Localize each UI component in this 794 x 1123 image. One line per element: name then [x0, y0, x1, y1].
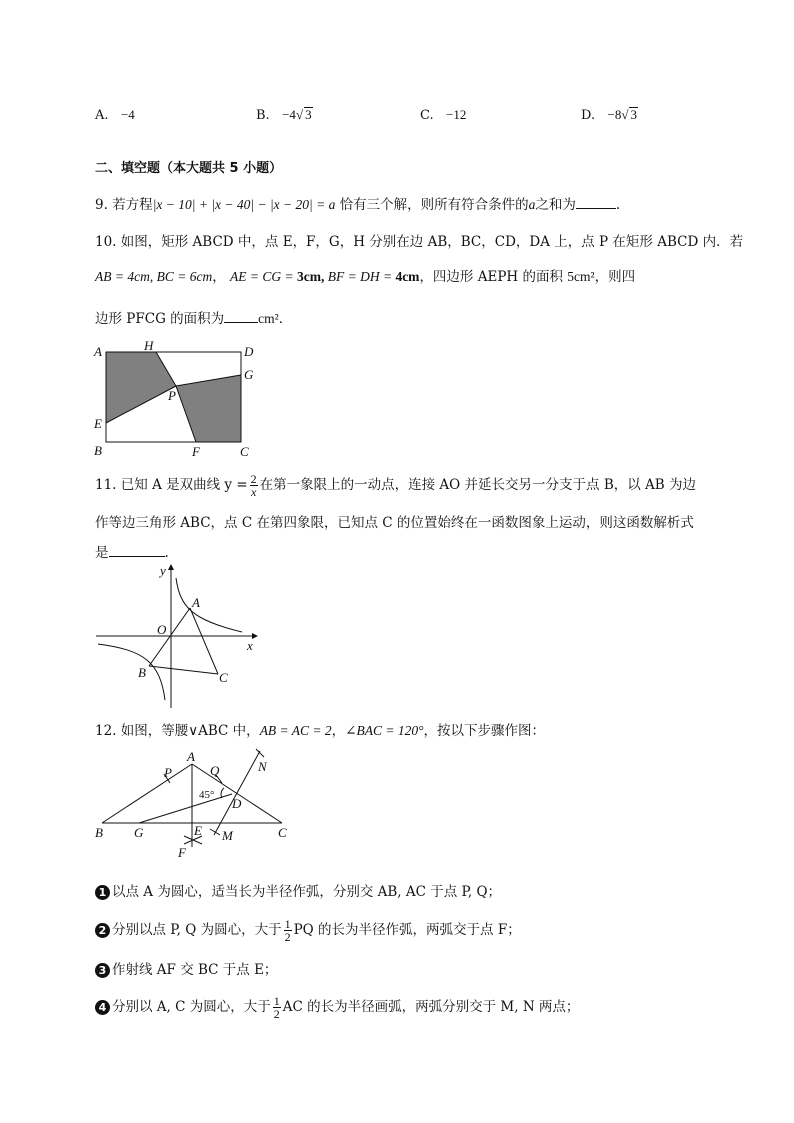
choice-d-root: 3 [630, 107, 637, 122]
q11-pre: 已知 A 是双曲线 y = [120, 477, 248, 493]
q9-var: a [528, 197, 536, 212]
step-2-text-b: PQ 的长为半径作弧，两弧交于点 F； [293, 922, 521, 938]
segment-ab [102, 764, 192, 823]
label-q: Q [210, 763, 220, 778]
choice-a-label: A. [95, 108, 109, 123]
q10-line-1: 10. 如图，矩形 ABCD 中，点 E，F，G，H 分别在边 AB，BC，CD，DA 上，点 P 在矩形 ABCD 内．若 [95, 234, 744, 250]
label-b: B [94, 443, 102, 458]
q12-step-4 [95, 995, 579, 1020]
label-d: D [244, 344, 254, 359]
q12-construction-figure [92, 747, 302, 865]
q11-is: 是 [95, 545, 109, 561]
step-1-text: 以点 A 为圆心，适当长为半径作弧，分别交 AB, AC 于点 P, Q； [112, 884, 502, 900]
label-c: C [278, 825, 287, 840]
q9-pre: 若方程 [112, 197, 153, 213]
step-3-text: 作射线 AF 交 BC 于点 E； [112, 962, 278, 978]
y-axis-arrow [168, 564, 174, 570]
q10-area-text: ，四边形 AEPH 的面积 [419, 269, 568, 285]
q10-answer-blank[interactable] [224, 322, 258, 323]
step-4-marker: 4 [95, 1000, 110, 1015]
label-g: G [244, 367, 254, 382]
step-3-marker: 3 [95, 963, 110, 978]
q11-post: 在第一象限上的一动点，连接 AO 并延长交另一分支于点 B，以 AB 为边 [259, 477, 697, 493]
label-y: y [160, 563, 166, 578]
step-2-frac-den: 2 [284, 930, 291, 944]
section-title: 二、填空题（本大题共 5 小题） [95, 161, 283, 176]
label-d: D [232, 796, 242, 811]
q10-line-3 [95, 307, 292, 327]
shaded-pfcg [176, 375, 241, 442]
q11-line-1 [95, 473, 696, 498]
q10-area-value: 5cm² [567, 269, 595, 284]
label-f: F [192, 444, 200, 459]
shaded-aehp [106, 352, 176, 423]
q12-comma: ， [331, 723, 346, 739]
q11-frac-num: 2 [250, 472, 257, 486]
step-2-text-a: 分别以点 P, Q 为圆心，大于 [112, 922, 282, 938]
label-p: P [168, 388, 176, 403]
choice-b-label: B. [256, 108, 270, 123]
q9-equation: |x − 10| + |x − 40| − |x − 20| = a [152, 197, 336, 212]
segment-ab [149, 608, 190, 666]
q9-answer-blank[interactable] [576, 208, 616, 209]
step-4-frac-den: 2 [273, 1007, 280, 1021]
choice-d: D. −8√ 3 [581, 107, 637, 123]
choice-d-label: D. [581, 108, 596, 123]
q11-number: 11. [95, 477, 117, 493]
label-g: G [134, 825, 144, 840]
q9-post2: 之和为 [535, 197, 576, 213]
step-2-fraction [284, 918, 292, 943]
label-m: M [222, 828, 233, 843]
q10-3cm: 3cm, [296, 269, 328, 284]
step-2-frac-num: 1 [284, 917, 291, 931]
label-c: C [219, 670, 228, 685]
q9-end: . [615, 197, 621, 213]
label-n: N [258, 759, 267, 774]
step-4-frac-num: 1 [273, 994, 280, 1008]
step-4-text-b: AC 的长为半径画弧，两弧分别交于 M, N 两点； [282, 999, 580, 1015]
label-o: O [157, 622, 167, 637]
q10-unit: cm²． [258, 311, 293, 326]
label-a: A [94, 344, 102, 359]
label-b: B [138, 665, 146, 680]
label-p: P [164, 765, 172, 780]
segment-ac [190, 608, 218, 674]
x-axis-arrow [252, 633, 258, 639]
label-f: F [178, 845, 186, 860]
choice-a [95, 107, 135, 123]
label-e: E [94, 416, 102, 431]
q10-ab-bc: AB = 4cm, BC = 6cm [95, 269, 213, 284]
q11-line-2: 作等边三角形 ABC，点 C 在第四象限，已知点 C 的位置始终在一函数图象上运动，则这函数解析式 [95, 515, 694, 531]
q10-bf-dh: BF = DH = [327, 269, 396, 284]
choice-c-label: C. [420, 108, 434, 123]
segment-bc [149, 666, 218, 674]
q9-post1: 恰有三个解，则所有符合条件的 [335, 197, 529, 213]
q10-ae-cg: AE = CG = [230, 269, 297, 284]
step-4-fraction [273, 995, 281, 1020]
q11-fraction [250, 473, 258, 498]
step-2-marker: 2 [95, 923, 110, 938]
choice-b-value: −4 [282, 107, 296, 122]
choice-c-value: −12 [446, 107, 467, 122]
label-angle: 45° [199, 789, 215, 801]
question-9 [95, 193, 620, 213]
q11-frac-den: x [250, 485, 257, 499]
label-a: A [192, 595, 200, 610]
q11-end: . [164, 545, 169, 561]
q12-step-1 [95, 880, 501, 900]
q12-line-1 [95, 719, 545, 739]
q9-number: 9. [95, 197, 108, 213]
q12-steps-intro: ，按以下步骤作图： [423, 723, 545, 739]
choice-c [420, 107, 466, 123]
q11-line-3 [95, 541, 169, 561]
step-1-marker: 1 [95, 885, 110, 900]
q12-intro: 12. 如图，等腰∨ABC 中， [95, 723, 260, 739]
q10-question: 边形 PFCG 的面积为 [95, 311, 225, 327]
q12-step-3 [95, 958, 277, 978]
q10-line-2 [95, 265, 635, 285]
segment-gd [139, 794, 232, 823]
step-4-text-a: 分别以 A, C 为圆心，大于 [112, 999, 271, 1015]
label-a: A [187, 749, 195, 764]
label-c: C [240, 444, 249, 459]
q11-answer-blank[interactable] [109, 556, 165, 557]
q12-angle: ∠BAC = 120° [345, 723, 424, 738]
label-b: B [95, 825, 103, 840]
hyperbola-branch-2 [98, 644, 165, 700]
q12-ab-ac: AB = AC = 2 [259, 723, 332, 738]
label-e: E [194, 823, 202, 838]
label-h: H [144, 340, 154, 353]
choice-b: B. −4√ 3 [256, 107, 312, 123]
q10-rectangle-figure [88, 340, 263, 462]
q10-4cm: 4cm [395, 269, 420, 284]
hyperbola-branch-1 [176, 578, 242, 632]
choice-b-root: 3 [305, 107, 312, 122]
q11-hyperbola-figure [92, 562, 267, 710]
choice-d-value: −8 [607, 107, 622, 122]
choice-a-value: −4 [120, 107, 135, 122]
q10-comma: ， [212, 269, 226, 285]
q10-then: ，则四 [594, 269, 636, 285]
q12-step-2 [95, 918, 521, 943]
label-x: x [247, 638, 253, 653]
